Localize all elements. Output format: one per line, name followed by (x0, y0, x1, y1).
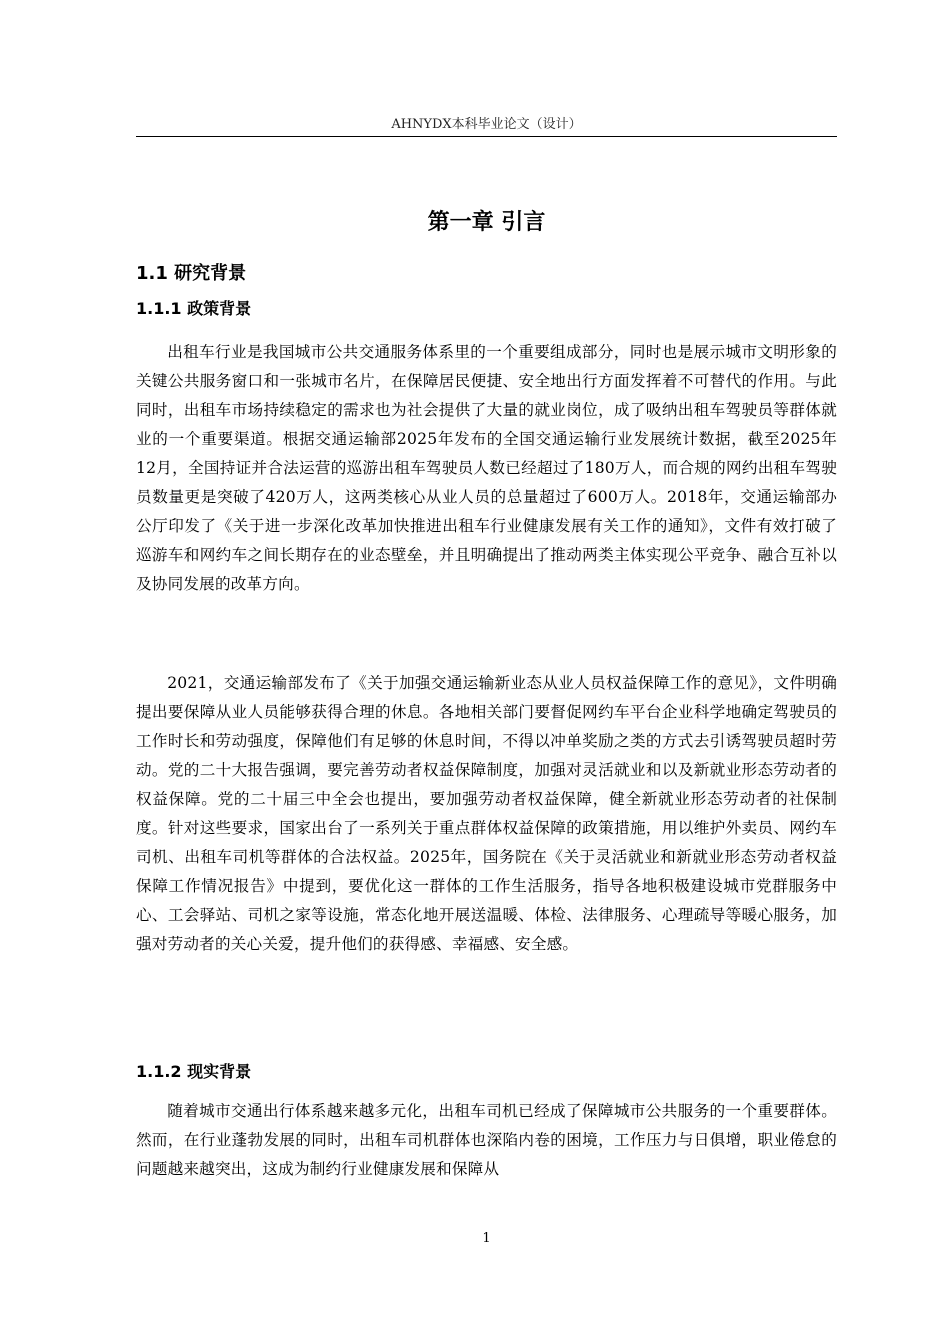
chapter-title: 第一章 引言 (427, 210, 546, 235)
section-heading-1-1-1: 1.1.1 政策背景 (136, 299, 252, 318)
header-rule (136, 136, 837, 137)
page-number: 1 (482, 1231, 491, 1246)
section-heading-1-1-2: 1.1.2 现实背景 (136, 1062, 252, 1081)
running-header: AHNYDX本科毕业论文（设计） (391, 117, 582, 132)
body-paragraph: 出租车行业是我国城市公共交通服务体系里的一个重要组成部分，同时也是展示城市文明形象的关键公共服务窗口和一张城市名片，在保障居民便捷、安全地出行方面发挥着不可替代的作用。与此同时，出租车市场持续稳定的需求也为社会提供了大量的就业岗位，成了吸纳出租车驾驶员等群体就业的一个重要渠道。根据交通运输部2025年发布的全国交通运输行业发展统计数据，截至2025年12月，全国持证并合法运营的巡游出租车驾驶员人数已经超过了180万人，而合规的网约出租车驾驶员数量更是突破了420万人，这两类核心从业人员的总量超过了600万人。2018年，交通运输部办公厅印发了《关于进一步深化改革加快推进出租车行业健康发展有关工作的通知》，文件有效打破了巡游车和网约车之间长期存在的业态壁垒，并且明确提出了推动两类主体实现公平竞争、融合互补以及协同发展的改革方向。 (136, 343, 837, 593)
body-paragraph: 随着城市交通出行体系越来越多元化，出租车司机已经成了保障城市公共服务的一个重要群体。然而，在行业蓬勃发展的同时，出租车司机群体也深陷内卷的困境，工作压力与日俱增，职业倦怠的问题越来越突出，这成为制约行业健康发展和保障从 (136, 1102, 837, 1178)
section-heading-1-1: 1.1 研究背景 (136, 263, 247, 284)
body-paragraph: 2021，交通运输部发布了《关于加强交通运输新业态从业人员权益保障工作的意见》，文件明确提出要保障从业人员能够获得合理的休息。各地相关部门要督促网约车平台企业科学地确定驾驶员的工作时长和劳动强度，保障他们有足够的休息时间，不得以冲单奖励之类的方式去引诱驾驶员超时劳动。党的二十大报告强调，要完善劳动者权益保障制度，加强对灵活就业和以及新就业形态劳动者的权益保障。党的二十届三中全会也提出，要加强劳动者权益保障，健全新就业形态劳动者的社保制度。针对这些要求，国家出台了一系列关于重点群体权益保障的政策措施，用以维护外卖员、网约车司机、出租车司机等群体的合法权益。2025年，国务院在《关于灵活就业和新就业形态劳动者权益保障工作情况报告》中提到，要优化这一群体的工作生活服务，指导各地积极建设城市党群服务中心、工会驿站、司机之家等设施，常态化地开展送温暖、体检、法律服务、心理疏导等暖心服务，加强对劳动者的关心关爱，提升他们的获得感、幸福感、安全感。 (136, 674, 837, 953)
